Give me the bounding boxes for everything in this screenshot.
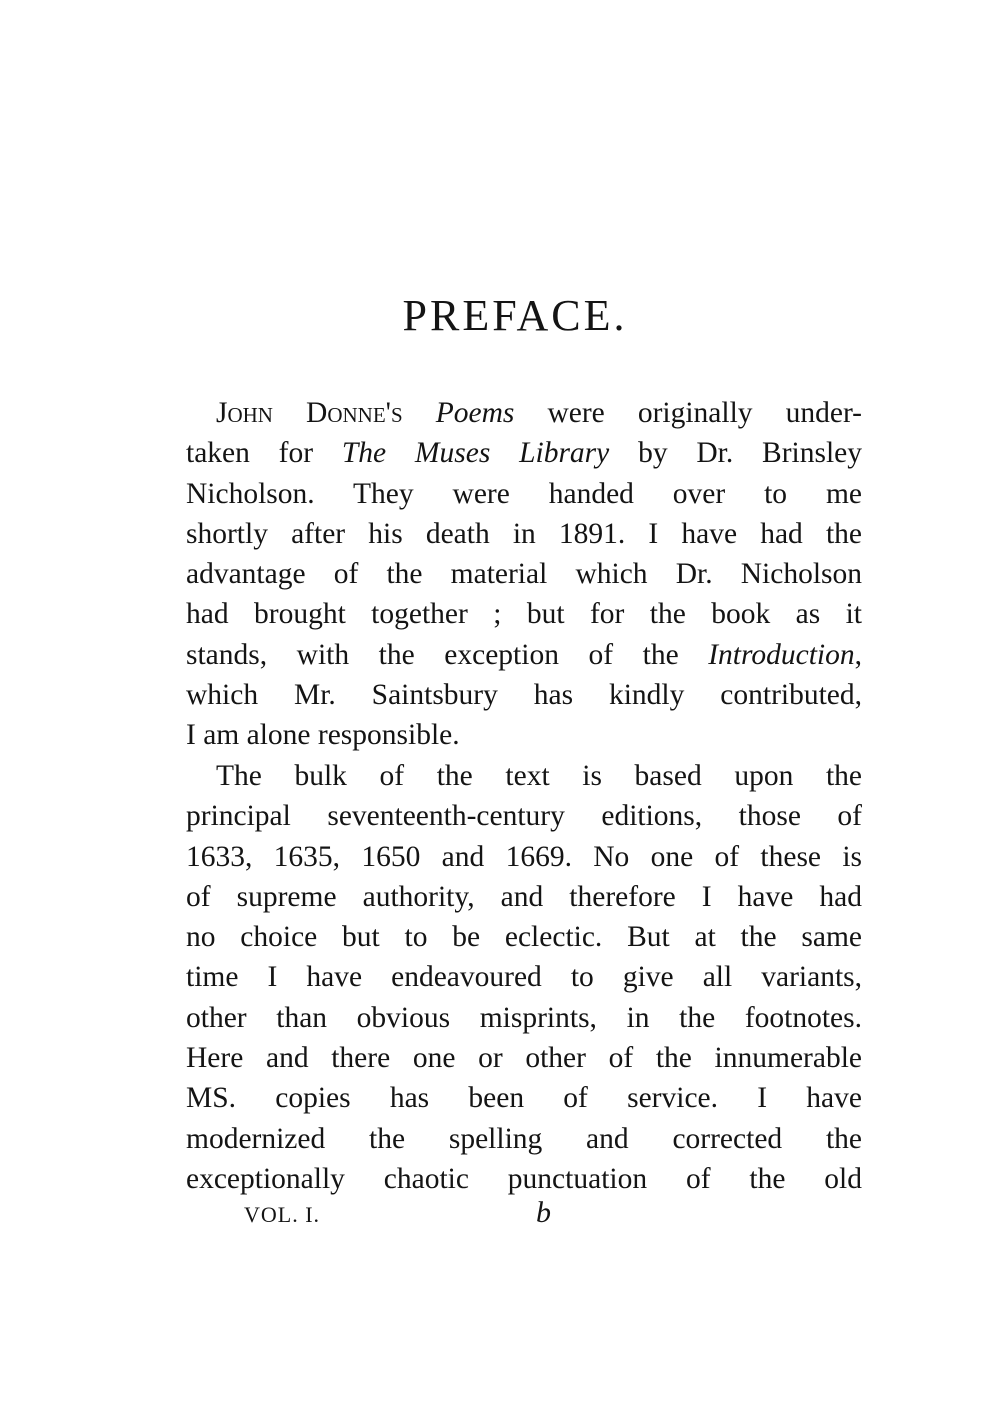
page-footer — [0, 1196, 1000, 1236]
work-title: Poems — [435, 397, 515, 429]
paragraph-2-line-3: 1633, 1635, 1650 and 1669. No one of these is — [186, 840, 862, 873]
paragraph-2-line-5: no choice but to be eclectic. But at the same — [186, 921, 862, 954]
paragraph-2-line-7: other than obvious misprints, in the footnotes. — [186, 1001, 862, 1034]
paragraph-2 — [186, 756, 862, 1199]
paragraph-2-line-9: MS. copies has been of service. I have — [186, 1082, 862, 1115]
paragraph-1-line-9: I am alone responsible. — [186, 719, 460, 752]
paragraph-2-line-1: The bulk of the text is based upon the — [216, 760, 862, 792]
line-text: taken for — [186, 437, 342, 470]
page-title: PREFACE. — [402, 291, 628, 340]
paragraph-1 — [186, 393, 862, 756]
line-text: were originally under- — [514, 397, 862, 429]
paragraph-1-line-4: shortly after his death in 1891. I have had the — [186, 517, 862, 550]
line-text: , — [854, 638, 862, 671]
line-text: by Dr. Brinsley — [609, 437, 862, 470]
paragraph-1-line-2 — [186, 433, 862, 473]
paragraph-1-line-1 — [186, 393, 862, 433]
author-name: John Donne's — [216, 397, 403, 429]
paragraph-1-line-5: advantage of the material which Dr. Nicholson — [186, 558, 862, 591]
series-title: The Muses Library — [341, 437, 610, 470]
paragraph-1-line-7 — [186, 635, 862, 675]
paragraph-2-line-11: exceptionally chaotic punctuation of the old — [186, 1162, 862, 1195]
paragraph-2-line-4: of supreme authority, and therefore I have had — [186, 880, 862, 913]
sheet-mark: b — [536, 1196, 551, 1229]
paragraph-2-line-8: Here and there one or other of the innumerable — [186, 1042, 862, 1075]
paragraph-1-line-3: Nicholson. They were handed over to me — [186, 477, 862, 510]
volume-signature: VOL. I. — [244, 1202, 321, 1227]
paragraph-1-line-6: had brought together ; but for the book as it — [186, 598, 862, 631]
line-text: stands, with the exception of the — [186, 638, 709, 671]
paragraph-2-line-10: modernized the spelling and corrected the — [186, 1122, 862, 1155]
paragraph-2-line-2: principal seventeenth-century editions, those of — [186, 800, 862, 833]
introduction-title: Introduction — [708, 638, 855, 671]
paragraph-1-line-8: which Mr. Saintsbury has kindly contributed, — [186, 679, 862, 712]
paragraph-2-line-6: time I have endeavoured to give all variants, — [186, 961, 862, 994]
